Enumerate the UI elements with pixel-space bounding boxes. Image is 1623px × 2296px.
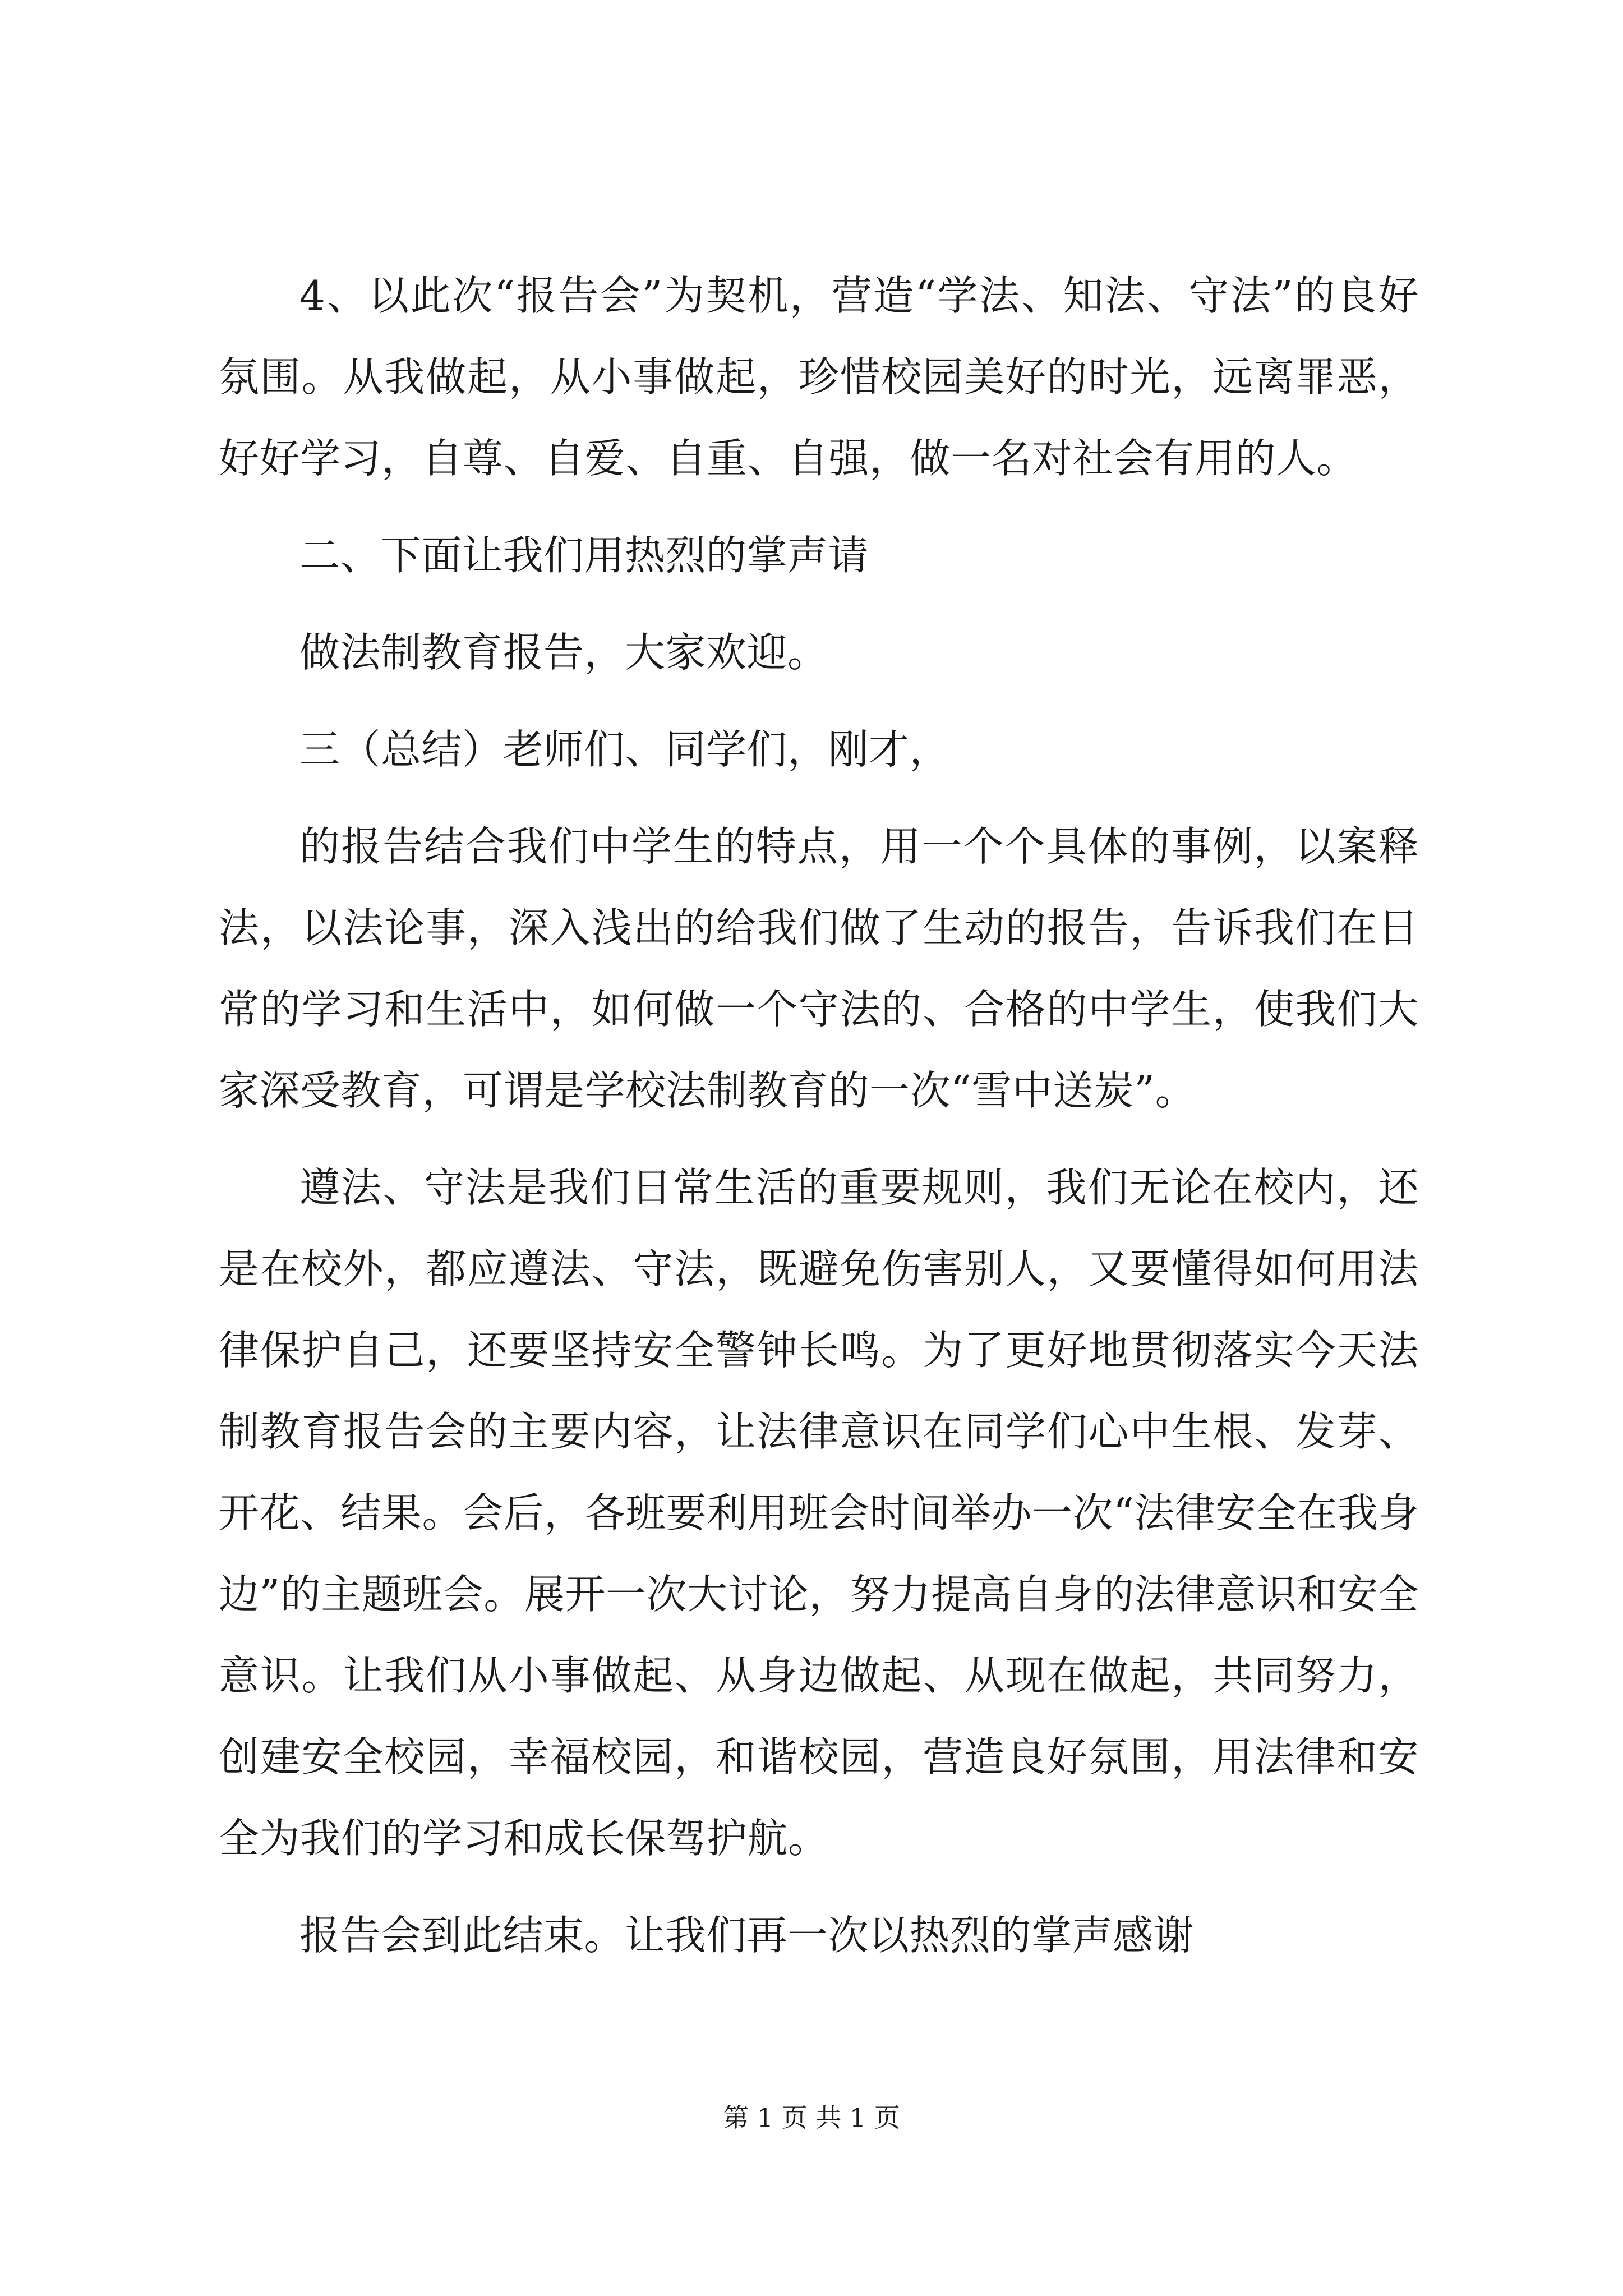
document-body (219, 255, 1419, 1976)
paragraph-law-abiding: 遵法、守法是我们日常生活的重要规则，我们无论在校内，还是在校外，都应遵法、守法，既避免伤害别人，又要懂得如何用法律保护自己，还要坚持安全警钟长鸣。为了更好地贯彻落实今天法制教育报告会的主要内容，让法律意识在同学们心中生根、发芽、开花、结果。会后，各班要利用班会时间举办一次“法律安全在我身边”的主题班会。展开一次大讨论，努力提高自身的法律意识和安全意识。让我们从小事做起、从身边做起、从现在做起，共同努力，创建安全校园，幸福校园，和谐校园，营造良好氛围，用法律和安全为我们的学习和成长保驾护航。 (219, 1164, 1419, 1862)
paragraph-welcome: 做法制教育报告，大家欢迎。 (299, 629, 828, 676)
paragraph-motto: 4、以此次“报告会”为契机，营造“学法、知法、守法”的良好氛围。从我做起，从小事做起，珍惜校园美好的时光，远离罪恶，好好学习，自尊、自爱、自重、自强，做一名对社会有用的人。 (219, 272, 1419, 482)
paragraph-report-review: 的报告结合我们中学生的特点，用一个个具体的事例，以案释法，以法论事，深入浅出的给我们做了生动的报告，告诉我们在日常的学习和生活中，如何做一个守法的、合格的中学生，使我们大家深受教育，可谓是学校法制教育的一次“雪中送炭”。 (219, 823, 1419, 1114)
page-footer: 第 1 页 共 1 页 (723, 2102, 900, 2133)
paragraph-summary-heading: 三（总结）老师们、同学们，刚才， (299, 726, 951, 773)
paragraph-closing: 报告会到此结束。让我们再一次以热烈的掌声感谢 (299, 1912, 1195, 1959)
paragraph-invite-speaker: 二、下面让我们用热烈的掌声请 (299, 532, 869, 579)
